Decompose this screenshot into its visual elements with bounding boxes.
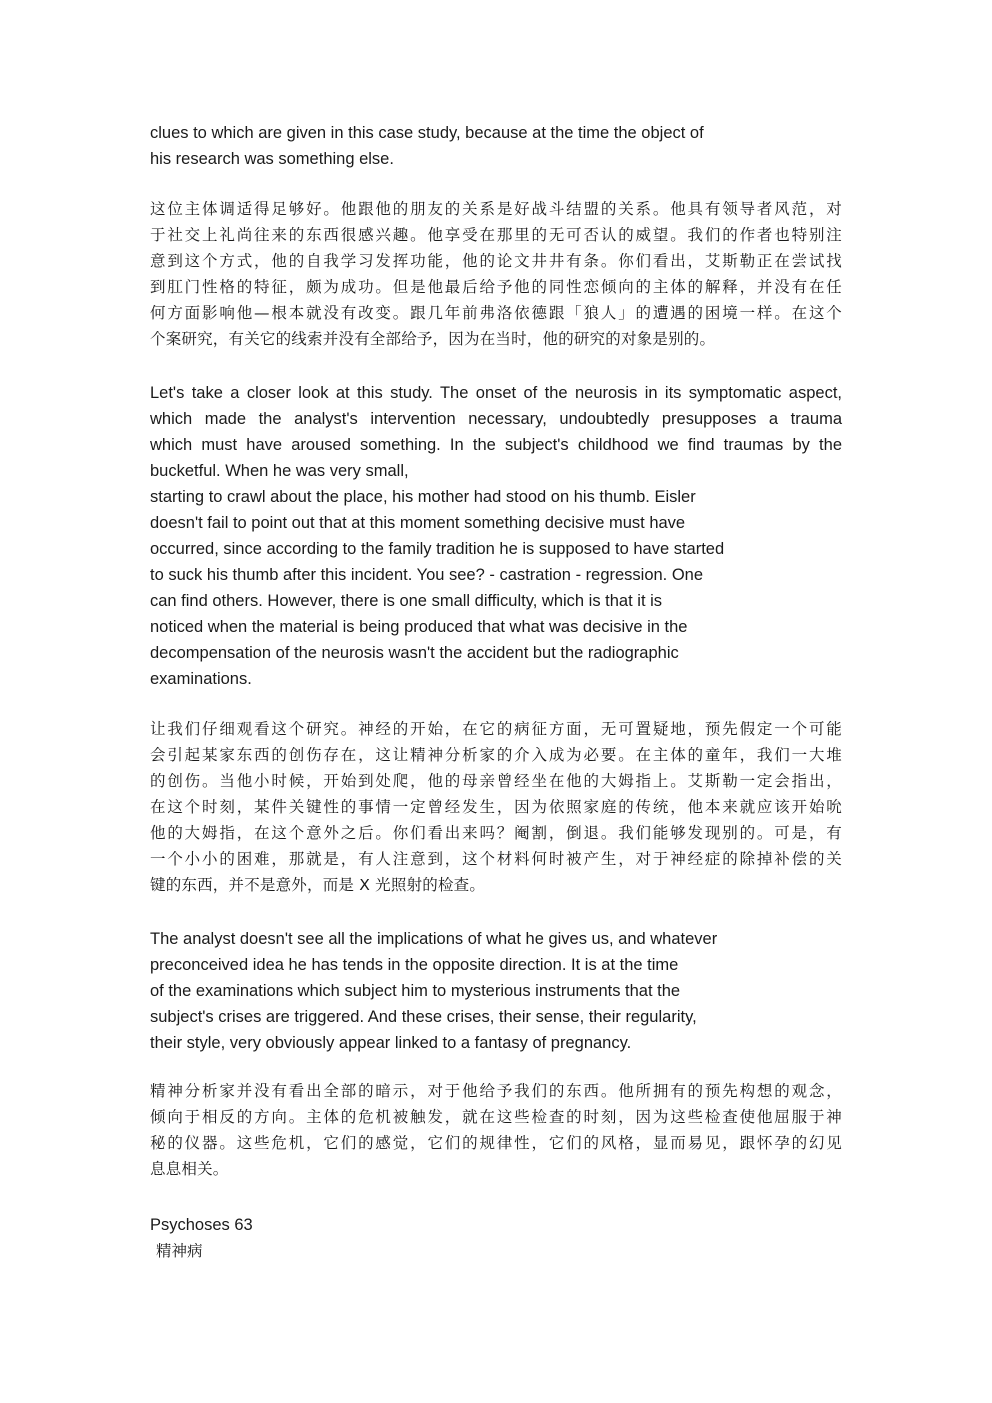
text-line: 何方面影响他—根本就没有改变。跟几年前弗洛依德跟「狼人」的遭遇的困境一样。在这个 (150, 304, 842, 322)
text-line: bucketful. When he was very small, (150, 462, 409, 480)
paragraph-zh-1 (150, 196, 842, 352)
text-line: doesn't fail to point out that at this moment something decisive must have (150, 514, 686, 532)
text-line: decompensation of the neurosis wasn't the accident but the radiographic (150, 644, 679, 662)
text-line: 到肛门性格的特征，颇为成功。但是他最后给予他的同性恋倾向的主体的解释，并没有在任 (150, 278, 842, 296)
text-line: 他的大姆指，在这个意外之后。你们看出来吗？阉割，倒退。我们能够发现别的。可是，有 (150, 824, 842, 842)
text-line: starting to crawl about the place, his mother had stood on his thumb. Eisler (150, 488, 696, 506)
page-footer (150, 1212, 842, 1264)
text-line: clues to which are given in this case study, because at the time the object of (150, 124, 704, 142)
text-line: The analyst doesn't see all the implications of what he gives us, and whatever (150, 930, 718, 948)
text-line: of the examinations which subject him to mysterious instruments that the (150, 982, 681, 1000)
text-line: noticed when the material is being produced that what was decisive in the (150, 618, 688, 636)
paragraph-en-3 (150, 926, 842, 1056)
text-line: 这位主体调适得足够好。他跟他的朋友的关系是好战斗结盟的关系。他具有领导者风范，对 (150, 200, 842, 218)
text-line: Let's take a closer look at this study. The onset of the neurosis in its symptomatic aspect, (150, 384, 842, 402)
text-line: 倾向于相反的方向。主体的危机被触发，就在这些检查的时刻，因为这些检查使他屈服于神 (150, 1108, 842, 1126)
text-line: can find others. However, there is one small difficulty, which is that it is (150, 592, 663, 610)
text-line: to suck his thumb after this incident. You see? - castration - regression. One (150, 566, 704, 584)
text-line: examinations. (150, 670, 252, 688)
text-line: 意到这个方式，他的自我学习发挥功能，他的论文井井有条。你们看出，艾斯勒正在尝试找 (150, 252, 842, 270)
footer-title-zh: 精神病 (156, 1242, 203, 1260)
paragraph-zh-3 (150, 1078, 842, 1182)
paragraph-en-1 (150, 120, 842, 172)
text-line: 个案研究，有关它的线索并没有全部给予，因为在当时，他的研究的对象是别的。 (150, 330, 716, 348)
text-line: 于社交上礼尚往来的东西很感兴趣。他享受在那里的无可否认的威望。我们的作者也特别注 (150, 226, 842, 244)
text-line: 息息相关。 (150, 1160, 229, 1178)
text-line: 在这个时刻，某件关键性的事情一定曾经发生，因为依照家庭的传统，他本来就应该开始吮 (150, 798, 842, 816)
text-line: 秘的仪器。这些危机，它们的感觉，它们的规律性，它们的风格，显而易见，跟怀孕的幻见 (150, 1134, 842, 1152)
paragraph-en-2 (150, 380, 842, 692)
text-line: their style, very obviously appear linked to a fantasy of pregnancy. (150, 1034, 632, 1052)
text-line: 让我们仔细观看这个研究。神经的开始，在它的病征方面，无可置疑地，预先假定一个可能 (150, 720, 842, 738)
text-line: which made the analyst's intervention necessary, undoubtedly presupposes a trauma (150, 410, 842, 428)
text-line: his research was something else. (150, 150, 394, 168)
text-line: 键的东西，并不是意外，而是 X 光照射的检查。 (150, 876, 486, 894)
text-line: occurred, since according to the family tradition he is supposed to have started (150, 540, 725, 558)
text-line: preconceived idea he has tends in the opposite direction. It is at the time (150, 956, 679, 974)
text-line: 精神分析家并没有看出全部的暗示，对于他给予我们的东西。他所拥有的预先构想的观念， (150, 1082, 842, 1100)
text-line: subject's crises are triggered. And these crises, their sense, their regularity, (150, 1008, 697, 1026)
text-line: 会引起某家东西的创伤存在，这让精神分析家的介入成为必要。在主体的童年，我们一大堆 (150, 746, 842, 764)
text-line: which must have aroused something. In the subject's childhood we find traumas by the (150, 436, 842, 454)
paragraph-zh-2 (150, 716, 842, 898)
footer-title-en: Psychoses 63 (150, 1216, 253, 1234)
text-line: 的创伤。当他小时候，开始到处爬，他的母亲曾经坐在他的大姆指上。艾斯勒一定会指出， (150, 772, 842, 790)
text-line: 一个小小的困难，那就是，有人注意到，这个材料何时被产生，对于神经症的除掉补偿的关 (150, 850, 842, 868)
